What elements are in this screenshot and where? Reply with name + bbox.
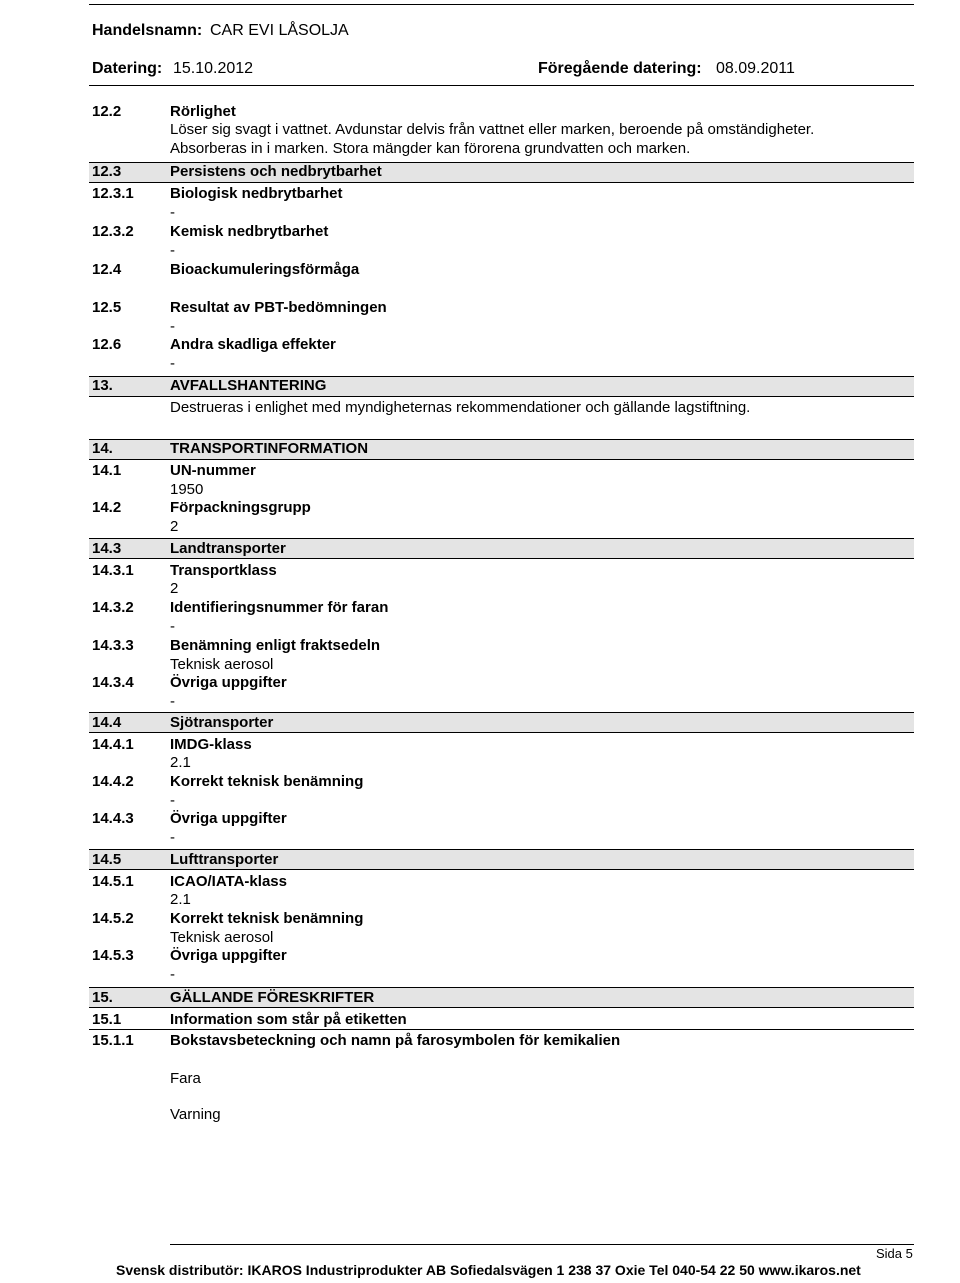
page-number: Sida 5	[876, 1246, 913, 1261]
section-number: 14.1	[92, 462, 122, 479]
section-value: -	[170, 829, 175, 846]
section-value: -	[170, 693, 175, 710]
section-number: 14.2	[92, 499, 122, 516]
section-number: 14.4.1	[92, 736, 134, 753]
section-title: GÄLLANDE FÖRESKRIFTER	[170, 989, 375, 1006]
section-number: 14.5.3	[92, 947, 134, 964]
section-value: -	[170, 792, 175, 809]
section-value: -	[170, 355, 175, 372]
section-title: Övriga uppgifter	[170, 674, 287, 691]
section-number: 15.	[92, 989, 113, 1006]
section-title: AVFALLSHANTERING	[170, 377, 327, 394]
section-number: 14.3.1	[92, 562, 134, 579]
section-number: 12.4	[92, 261, 122, 278]
section-value: -	[170, 204, 175, 221]
section-value: -	[170, 966, 175, 983]
section-value: 1950	[170, 481, 204, 498]
subsection-rule	[89, 1029, 914, 1030]
section-number: 14.3.4	[92, 674, 134, 691]
section-number: 12.6	[92, 336, 122, 353]
section-title: Transportklass	[170, 562, 277, 579]
section-title: Korrekt teknisk benämning	[170, 910, 364, 927]
section-title: Bioackumuleringsförmåga	[170, 261, 360, 278]
prev-date-value: 08.09.2011	[716, 60, 795, 77]
section-number: 12.3	[92, 163, 122, 180]
section-title: Lufttransporter	[170, 851, 279, 868]
hazard-word-fara: Fara	[170, 1070, 201, 1087]
section-title: Biologisk nedbrytbarhet	[170, 185, 343, 202]
section-title: Övriga uppgifter	[170, 947, 287, 964]
section-number: 12.3.2	[92, 223, 134, 240]
disposal-text: Destrueras i enlighet med myndigheternas rekommendationer och gällande lagstiftning.	[170, 399, 751, 416]
section-title: Identifieringsnummer för faran	[170, 599, 389, 616]
date-label: Datering:	[92, 60, 163, 77]
section-title: Rörlighet	[170, 103, 236, 120]
tradename-value: CAR EVI LÅSOLJA	[210, 22, 349, 39]
section-title: Bokstavsbeteckning och namn på farosymbolen för kemikalien	[170, 1032, 621, 1049]
section-title: Övriga uppgifter	[170, 810, 287, 827]
section-number: 14.3.2	[92, 599, 134, 616]
section-title: Korrekt teknisk benämning	[170, 773, 364, 790]
section-value: -	[170, 242, 175, 259]
section-number: 14.5.2	[92, 910, 134, 927]
date-value: 15.10.2012	[173, 60, 254, 77]
header-top-rule	[89, 4, 914, 5]
footer-distributor: Svensk distributör: IKAROS Industriprodukter AB Sofiedalsvägen 1 238 37 Oxie Tel 040-54 22 50 www.ikaros.net	[116, 1262, 861, 1278]
section-value: Teknisk aerosol	[170, 929, 274, 946]
section-title: TRANSPORTINFORMATION	[170, 440, 369, 457]
prev-date-label: Föregående datering:	[538, 60, 702, 77]
tradename-label: Handelsnamn:	[92, 22, 203, 39]
section-title: Sjötransporter	[170, 714, 274, 731]
section-value: 2.1	[170, 754, 191, 771]
section-number: 12.3.1	[92, 185, 134, 202]
section-value: 2	[170, 580, 179, 597]
section-value: 2	[170, 518, 179, 535]
section-title: Förpackningsgrupp	[170, 499, 311, 516]
section-number: 14.5.1	[92, 873, 134, 890]
section-value: 2.1	[170, 891, 191, 908]
section-number: 14.3.3	[92, 637, 134, 654]
section-number: 14.4.3	[92, 810, 134, 827]
section-number: 12.5	[92, 299, 122, 316]
section-title: IMDG-klass	[170, 736, 252, 753]
mobility-text-1: Löser sig svagt i vattnet. Avdunstar delvis från vattnet eller marken, beroende på omständigheter.	[170, 121, 815, 138]
hazard-word-varning: Varning	[170, 1106, 221, 1123]
section-title: Landtransporter	[170, 540, 286, 557]
section-title: Kemisk nedbrytbarhet	[170, 223, 329, 240]
section-number: 14.4.2	[92, 773, 134, 790]
section-value: -	[170, 318, 175, 335]
mobility-text-2: Absorberas in i marken. Stora mängder kan förorena grundvatten och marken.	[170, 140, 691, 157]
section-title: UN-nummer	[170, 462, 256, 479]
section-number: 15.1	[92, 1011, 122, 1028]
section-number: 13.	[92, 377, 113, 394]
section-title: Information som står på etiketten	[170, 1011, 407, 1028]
section-value: Teknisk aerosol	[170, 656, 274, 673]
footer-rule	[170, 1244, 914, 1245]
section-title: Benämning enligt fraktsedeln	[170, 637, 381, 654]
section-title: Resultat av PBT-bedömningen	[170, 299, 387, 316]
section-title: ICAO/IATA-klass	[170, 873, 287, 890]
section-number: 14.3	[92, 540, 122, 557]
section-number: 12.2	[92, 103, 122, 120]
section-number: 15.1.1	[92, 1032, 134, 1049]
section-title: Andra skadliga effekter	[170, 336, 336, 353]
section-number: 14.5	[92, 851, 122, 868]
header-bottom-rule	[89, 85, 914, 86]
section-number: 14.4	[92, 714, 122, 731]
section-title: Persistens och nedbrytbarhet	[170, 163, 382, 180]
section-value: -	[170, 618, 175, 635]
section-number: 14.	[92, 440, 113, 457]
